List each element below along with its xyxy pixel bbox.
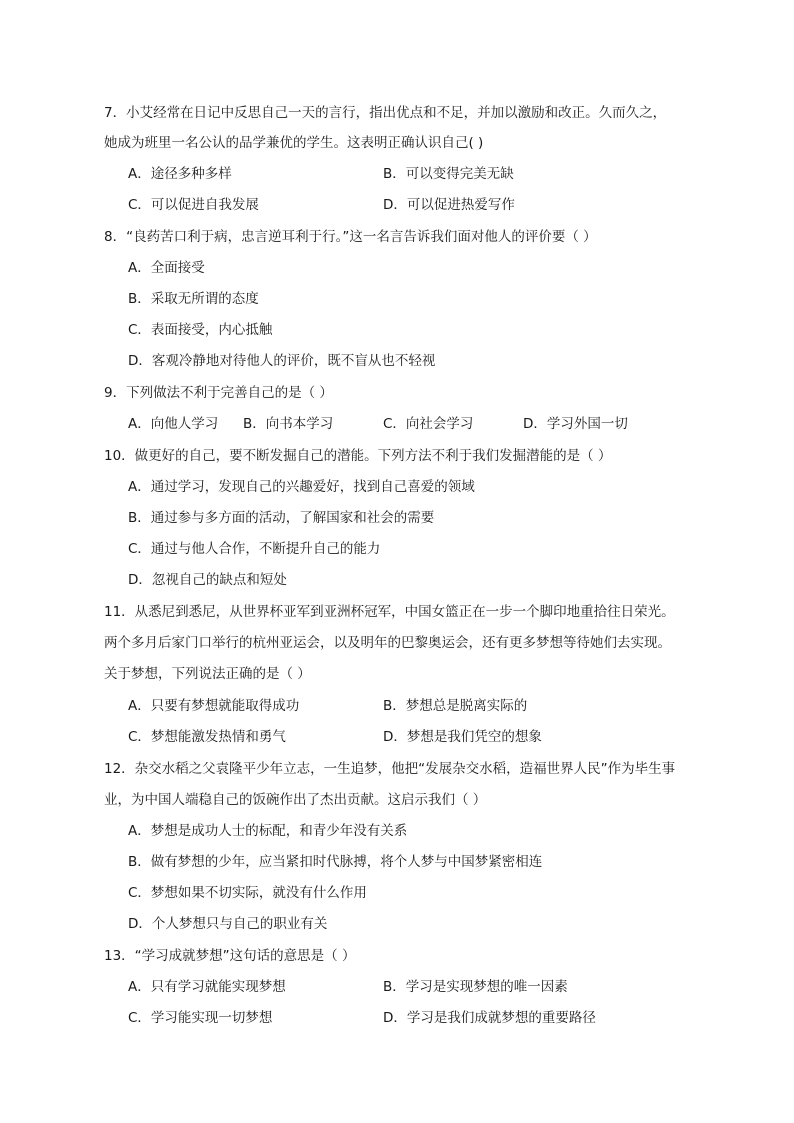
question-9-option-d: D．学习外国一切 [523, 416, 628, 432]
question-10-option-d: D．忽视自己的缺点和短处 [128, 572, 287, 588]
question-13-option-a: A．只有学习就能实现梦想 [128, 979, 286, 995]
question-8-option-c: C．表面接受，内心抵触 [128, 322, 273, 338]
question-11-option-b: B．梦想总是脱离实际的 [383, 698, 528, 714]
question-8-option-b: B．采取无所谓的态度 [128, 291, 259, 307]
question-9-stem-line-1: 9．下列做法不利于完善自己的是（ ） [104, 385, 333, 401]
question-11-option-c: C．梦想能激发热情和勇气 [128, 729, 286, 745]
question-12-option-d: D．个人梦想只与自己的职业有关 [128, 916, 328, 932]
question-9-option-a: A．向他人学习 [128, 416, 219, 432]
question-12-option-a: A．梦想是成功人士的标配，和青少年没有关系 [128, 823, 408, 839]
question-9-option-b: B．向书本学习 [243, 416, 334, 432]
question-10-option-c: C．通过与他人合作，不断提升自己的能力 [128, 541, 381, 557]
question-7-stem-line-1: 7．小艾经常在日记中反思自己一天的言行，指出优点和不足，并加以激励和改正。久而久之， [104, 105, 667, 121]
question-10-option-a: A．通过学习，发现自己的兴趣爱好，找到自己喜爱的领域 [128, 479, 475, 495]
question-8-option-d: D．客观冷静地对待他人的评价，既不盲从也不轻视 [128, 353, 436, 369]
question-7-stem-line-2: 她成为班里一名公认的品学兼优的学生。这表明正确认识自己( ) [104, 135, 484, 151]
question-12-stem-line-1: 12．杂交水稻之父袁隆平少年立志，一生追梦，他把“发展杂交水稻，造福世界人民”作为毕生事 [104, 761, 676, 777]
question-13-option-c: C．学习能实现一切梦想 [128, 1010, 273, 1026]
question-9-option-c: C．向社会学习 [383, 416, 474, 432]
question-7-option-c: C．可以促进自我发展 [128, 197, 259, 213]
question-13-option-d: D．学习是我们成就梦想的重要路径 [383, 1010, 596, 1026]
question-8-stem-line-1: 8．“良药苦口利于病，忠言逆耳利于行。”这一名言告诉我们面对他人的评价要（ ） [104, 229, 597, 245]
question-11-option-a: A．只要有梦想就能取得成功 [128, 698, 300, 714]
question-13-option-b: B．学习是实现梦想的唯一因素 [383, 979, 568, 995]
question-11-stem-line-2: 两个多月后家门口举行的杭州亚运会，以及明年的巴黎奥运会，还有更多梦想等待她们去实现。 [104, 635, 671, 651]
question-12-option-b: B．做有梦想的少年，应当紧扣时代脉搏，将个人梦与中国梦紧密相连 [128, 854, 543, 870]
question-11-stem-line-1: 11．从悉尼到悉尼，从世界杯亚军到亚洲杯冠军，中国女篮正在一步一个脚印地重拾往日荣光。 [104, 604, 675, 620]
question-7-option-d: D．可以促进热爱写作 [383, 197, 515, 213]
question-12-option-c: C．梦想如果不切实际，就没有什么作用 [128, 885, 367, 901]
question-7-option-a: A．途径多种多样 [128, 166, 232, 182]
question-12-stem-line-2: 业，为中国人端稳自己的饭碗作出了杰出贡献。这启示我们（ ） [104, 792, 487, 808]
question-13-stem-line-1: 13．“学习成就梦想”这句话的意思是（ ） [104, 948, 356, 964]
question-7-option-b: B．可以变得完美无缺 [383, 166, 514, 182]
question-10-option-b: B．通过参与多方面的活动，了解国家和社会的需要 [128, 510, 435, 526]
question-10-stem-line-1: 10．做更好的自己，要不断发掘自己的潜能。下列方法不利于我们发掘潜能的是（ ） [104, 448, 612, 464]
question-11-option-d: D．梦想是我们凭空的想象 [383, 729, 542, 745]
question-11-stem-line-3: 关于梦想，下列说法正确的是（ ） [104, 666, 311, 682]
question-8-option-a: A．全面接受 [128, 260, 205, 276]
